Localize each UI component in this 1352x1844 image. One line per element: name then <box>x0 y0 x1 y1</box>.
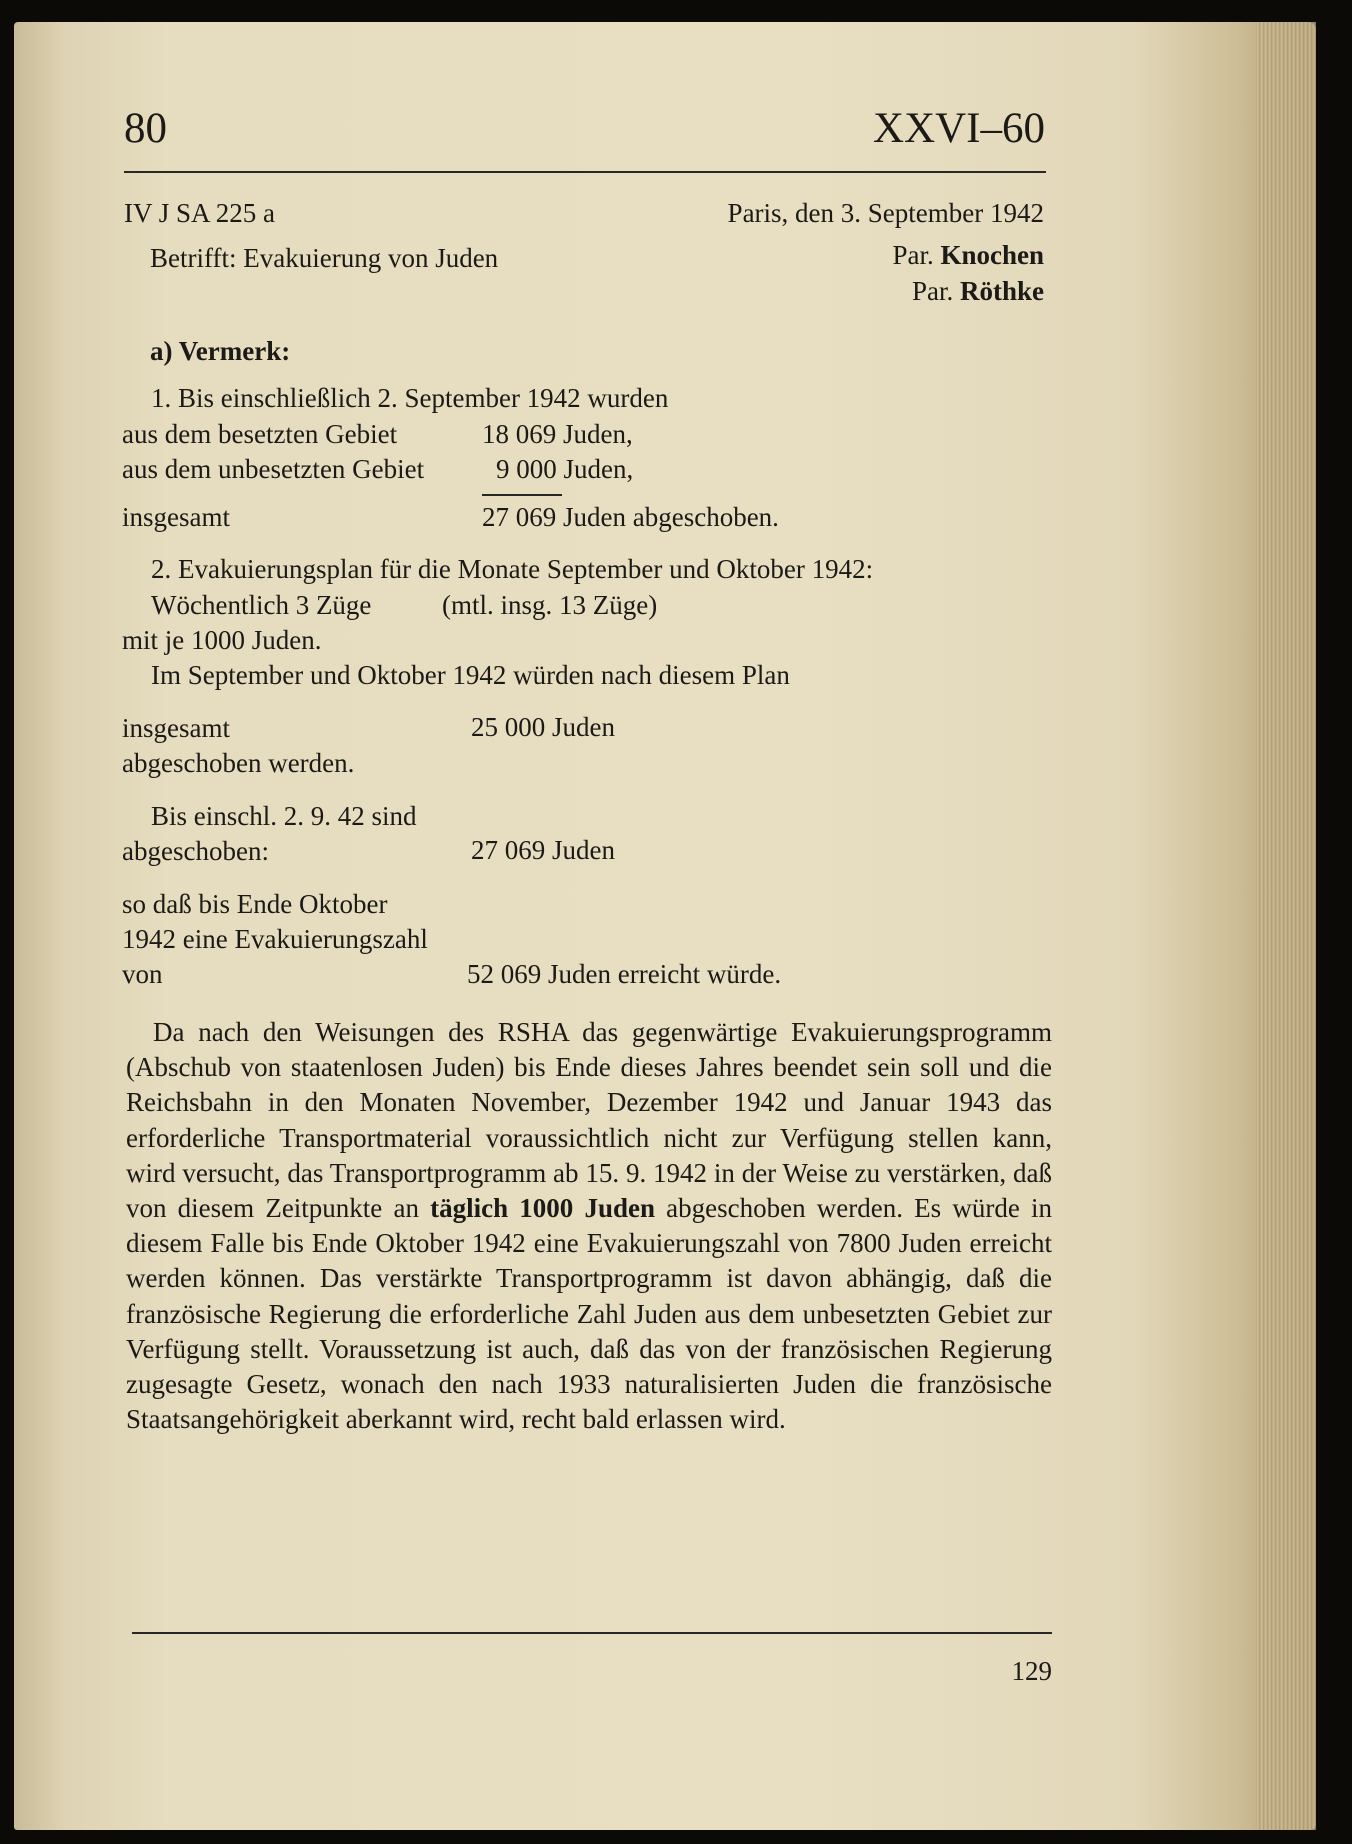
result-value: 52 069 Juden erreicht würde. <box>467 959 782 989</box>
place-date: Paris, den 3. September 1942 <box>727 198 1044 228</box>
paragraph-text-2: abgeschoben werden. Es würde in diesem Falle bis Ende Oktober 1942 eine Evakuierungszahl von 7800 Juden erreicht werden können. Das verstärkte Transportprogramm ist davon abhängig, daß die französische Regierung die erforderliche Zahl Juden aus dem unbesetzten Gebiet zur Verfügung stellt. Voraussetzung ist auch, daß das von der französischen Regierung zugesagte Gesetz, wonach den nach 1933 naturalisierten Juden die französische Staatsangehörigkeit aberkannt wird, recht bald erlassen wird. <box>126 1193 1052 1435</box>
section-heading: a) Vermerk: <box>150 336 291 366</box>
item2-per-train: mit je 1000 Juden. <box>122 625 322 655</box>
planned-value: 25 000 Juden <box>471 712 615 742</box>
document-id: XXVI–60 <box>873 105 1045 152</box>
item2-weekly-right: (mtl. insg. 13 Züge) <box>442 590 658 620</box>
item2-plan-line: Im September und Oktober 1942 würden nach diesem Plan <box>151 660 790 690</box>
subject-line: Betrifft: Evakuierung von Juden <box>150 243 499 273</box>
planned-label-2: abgeschoben werden. <box>122 748 355 778</box>
body-paragraph <box>126 1015 1052 1437</box>
signatory-2: Par. Röthke <box>911 276 1044 306</box>
page-edges <box>1256 22 1316 1830</box>
done-label-2: abgeschoben: <box>122 836 269 866</box>
footer-page-number: 129 <box>1011 1656 1052 1686</box>
result-label-1: so daß bis Ende Oktober <box>122 889 388 919</box>
paragraph-text-1: Da nach den Weisungen des RSHA das gegenwärtige Evakuierungsprogramm (Abschub von staatenlosen Juden) bis Ende dieses Jahres beendet sein soll und die Reichsbahn in den Monaten November, Dezember 1942 und Januar 1943 das erforderliche Transportmaterial voraussichtlich nicht zur Verfügung stellen kann, wird versucht, das Transportprogramm ab 15. 9. 1942 in der Weise zu verstärken, daß von diesem Zeitpunkte an <box>126 1017 1052 1224</box>
item1-row2-value: 9 000 Juden, <box>496 454 634 484</box>
footer-rule <box>132 1632 1052 1634</box>
item1-row1-label: aus dem besetzten Gebiet <box>122 419 398 449</box>
item1-total-label: insgesamt <box>122 502 230 532</box>
item1-row1-value: 18 069 Juden, <box>482 419 633 449</box>
item1-intro: 1. Bis einschließlich 2. September 1942 wurden <box>151 383 669 413</box>
header-rule <box>124 171 1046 173</box>
item2-weekly-left: Wöchentlich 3 Züge <box>151 590 372 620</box>
done-value: 27 069 Juden <box>471 835 615 865</box>
result-label-3: von <box>122 959 163 989</box>
result-label-2: 1942 eine Evakuierungszahl <box>122 924 428 954</box>
planned-label-1: insgesamt <box>122 713 230 743</box>
item1-row2-label: aus dem unbesetzten Gebiet <box>122 454 425 484</box>
item2-intro: 2. Evakuierungsplan für die Monate September und Oktober 1942: <box>151 554 874 584</box>
signatory-1: Par. Knochen <box>892 240 1044 270</box>
item1-total-value: 27 069 Juden abgeschoben. <box>482 502 779 532</box>
reference-number: IV J SA 225 a <box>124 198 276 228</box>
paragraph-bold: täglich 1000 Juden <box>430 1193 655 1224</box>
page-number-left: 80 <box>124 105 167 152</box>
done-label-1: Bis einschl. 2. 9. 42 sind <box>151 801 417 831</box>
sum-rule <box>482 494 562 496</box>
